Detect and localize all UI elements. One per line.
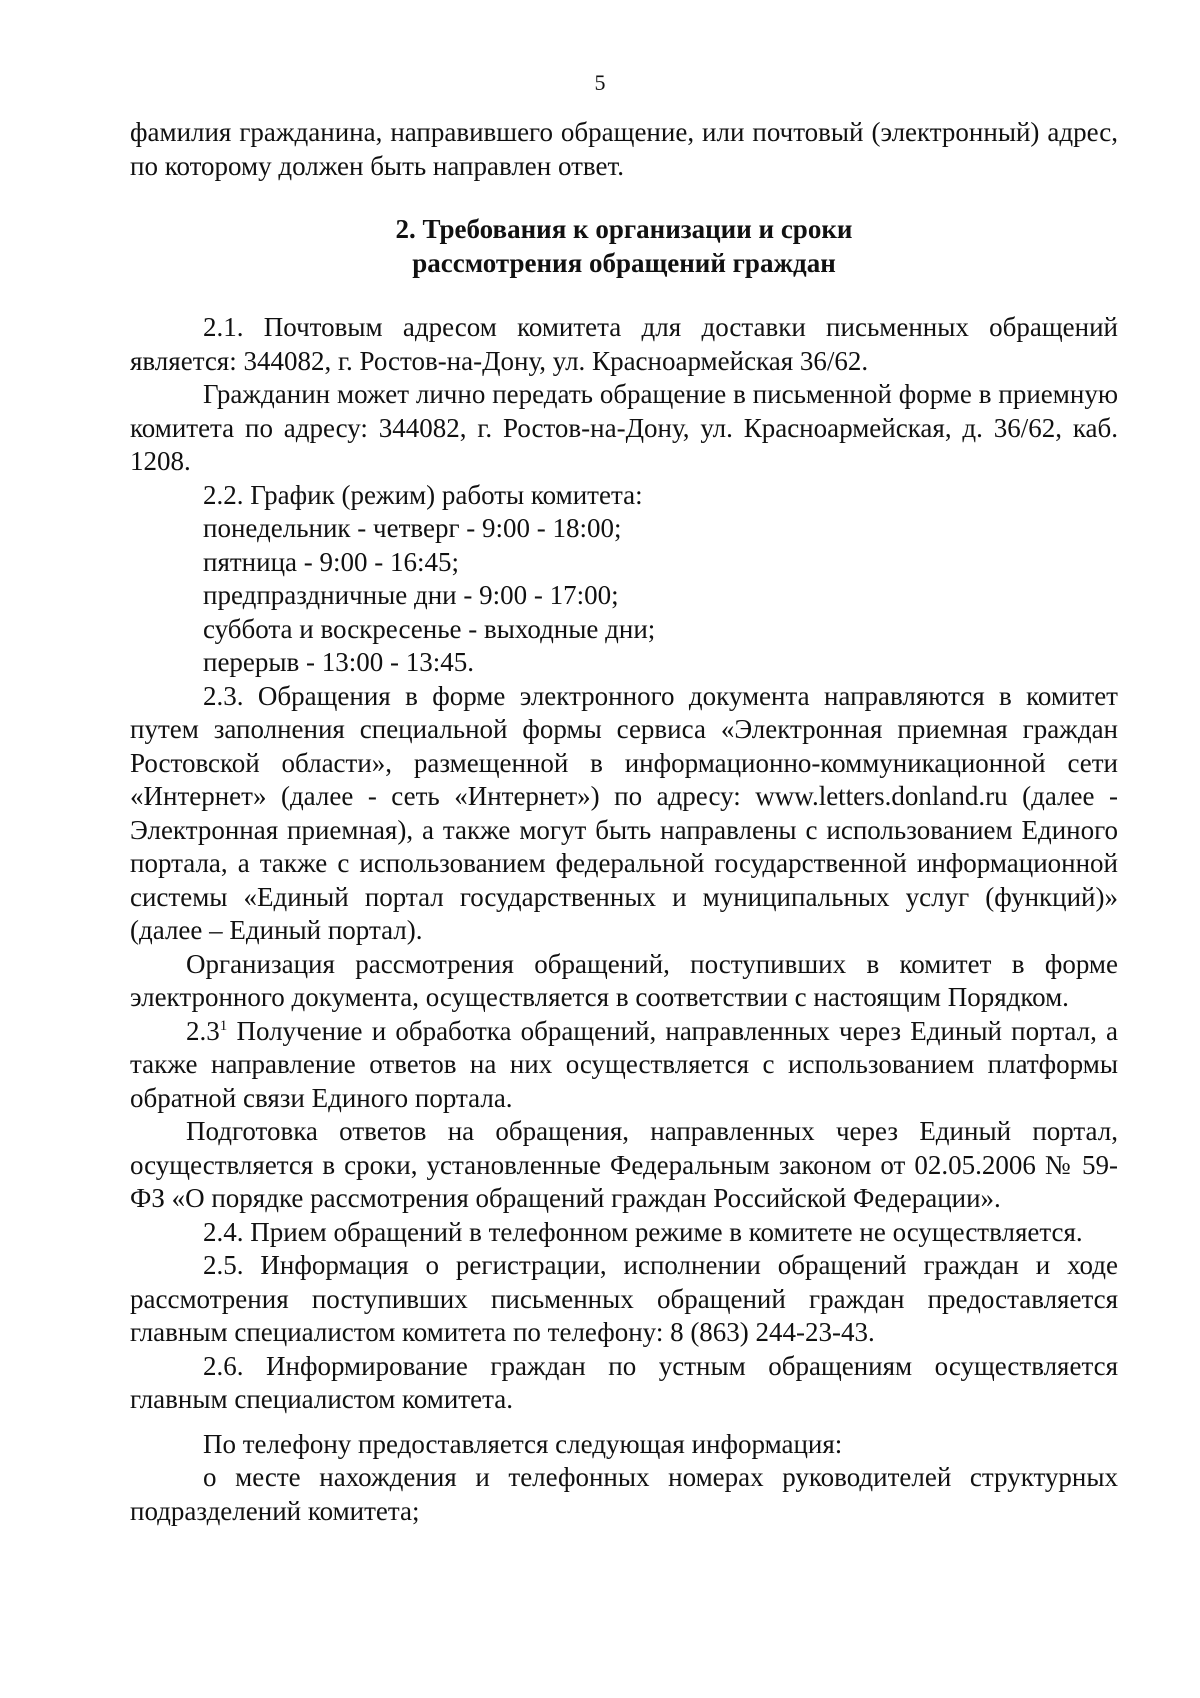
page-number: 5 [594,70,606,95]
schedule-item: предпраздничные дни - 9:00 - 17:00; [203,580,619,610]
schedule-item: понедельник - четверг - 9:00 - 18:00; [203,513,622,543]
paragraph-number: 2.3 [186,1015,220,1046]
paragraph-2-4: 2.4. Прием обращений в телефонном режиме в комитете не осуществляется. [203,1216,1083,1247]
schedule-item: перерыв - 13:00 - 13:45. [203,647,475,677]
schedule-item: суббота и воскресенье - выходные дни; [203,613,656,644]
intro-paragraph: фамилия гражданина, направившего обращение, или почтовый (электронный) адрес, по которому должен быть направлен ответ. [130,117,1118,181]
paragraph-2-3-1-answers: Подготовка ответов на обращения, направленных через Единый портал, осуществляется в сроки, установленные Федеральным законом от 02.05.2006 № 59-ФЗ «О порядке рассмотрения обращений граждан Российской Федерации». [130,1116,1118,1213]
paragraph-location-info: о месте нахождения и телефонных номерах руководителей структурных подразделений комитета; [130,1462,1118,1526]
paragraph-text: Получение и обработка обращений, направленных через Единый портал, а также направление ответов на них осуществляется с использованием платформы обратной связи Единого портала. [130,1015,1118,1113]
spacer [130,1417,1118,1428]
paragraph-phone-info: По телефону предоставляется следующая информация: [203,1428,843,1459]
paragraph-2-6: 2.6. Информирование граждан по устным обращениям осуществляется главным специалистом комитета. [130,1350,1118,1414]
paragraph-2-3-organization: Организация рассмотрения обращений, поступивших в комитет в форме электронного документа, осуществляется в соответствии с настоящим Порядком. [130,948,1118,1012]
paragraph-2-2: 2.2. График (режим) работы комитета: [203,479,643,510]
paragraph-2-1-personal-delivery: Гражданин может лично передать обращение в письменной форме в приемную комитета по адресу: 344082, г. Ростов-на-Дону, ул. Красноармейская, д. 36/62, каб. 1208. [130,379,1118,476]
superscript-number: 1 [219,1017,228,1034]
schedule-item: пятница - 9:00 - 16:45; [203,546,459,577]
section-heading [130,213,1118,280]
paragraph-2-3: 2.3. Обращения в форме электронного документа направляются в комитет путем заполнения специальной формы сервиса «Электронная приемная граждан Ростовской области», размещенной в информационно-коммуникационной сети «Интернет» (далее - сеть «Интернет») по адресу: www.letters.donland.ru (далее - Электронная приемная), а также могут быть направлены с использованием Единого портала, а также с использованием федеральной государственной информационной системы «Единый портал государственных и муниципальных услуг (функций)» (далее – Единый портал). [130,680,1118,945]
paragraph-2-1: 2.1. Почтовым адресом комитета для доставки письменных обращений является: 344082, г. Ростов-на-Дону, ул. Красноармейская 36/62. [130,312,1118,376]
document-body [130,116,1118,1528]
section-heading-line-2: рассмотрения обращений граждан [412,247,836,278]
schedule-list [130,512,1118,680]
paragraph-2-3-1 [130,1015,1118,1116]
paragraph-2-5: 2.5. Информация о регистрации, исполнении обращений граждан и ходе рассмотрения поступивших письменных обращений граждан предоставляется главным специалистом комитета по телефону: 8 (863) 244-23-43. [130,1250,1118,1347]
section-heading-line-1: 2. Требования к организации и сроки [395,214,853,244]
